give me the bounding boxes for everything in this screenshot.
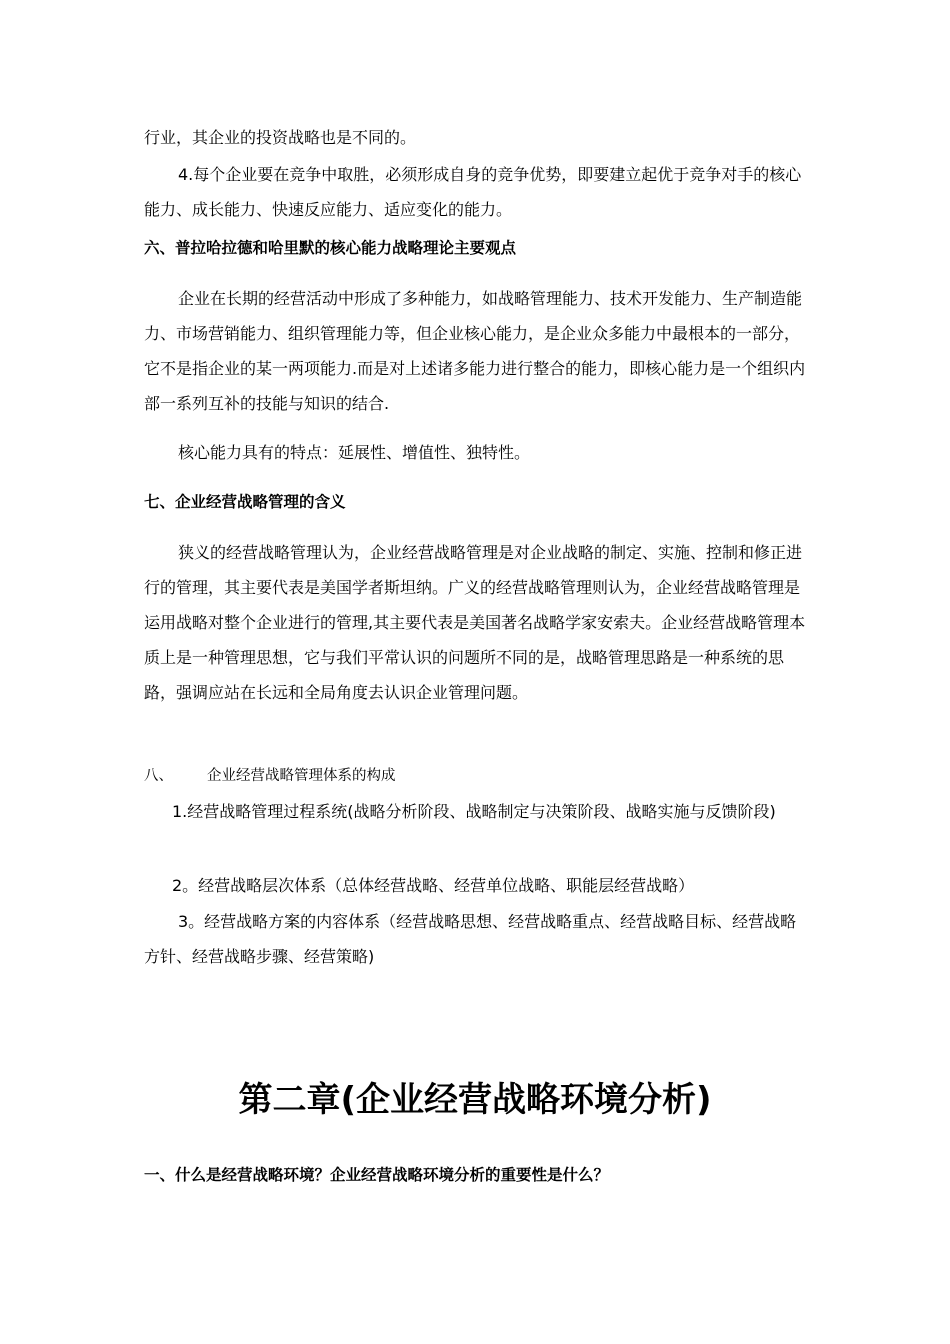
section-8-item-3: 3。经营战略方案的内容体系（经营战略思想、经营战略重点、经营战略目标、经营战略方针、经营战略步骤、经营策略) <box>144 912 797 966</box>
section-6-paragraph-2: 核心能力具有的特点：延展性、增值性、独特性。 <box>178 443 531 462</box>
chapter-2-question-1: 一、什么是经营战略环境？企业经营战略环境分析的重要性是什么？ <box>144 1166 610 1184</box>
intro-paragraph-2: 4.每个企业要在竞争中取胜，必须形成自身的竞争优势，即要建立起优于竞争对手的核心能力、成长能力、快速反应能力、适应变化的能力。 <box>144 165 802 219</box>
section-7-heading: 七、企业经营战略管理的含义 <box>144 493 346 511</box>
section-8-heading <box>144 764 808 788</box>
section-8-number: 八、 <box>144 768 173 784</box>
section-6-paragraph-1: 企业在长期的经营活动中形成了多种能力，如战略管理能力、技术开发能力、生产制造能力、市场营销能力、组织管理能力等，但企业核心能力，是企业众多能力中最根本的一部分，它不是指企业的某一两项能力.而是对上述诸多能力进行整合的能力，即核心能力是一个组织内部一系列互补的技能与知识的结合. <box>144 289 806 413</box>
intro-paragraph-1: 行业，其企业的投资战略也是不同的。 <box>144 128 417 147</box>
section-7-paragraph: 狭义的经营战略管理认为，企业经营战略管理是对企业战略的制定、实施、控制和修正进行的管理，其主要代表是美国学者斯坦纳。广义的经营战略管理则认为，企业经营战略管理是运用战略对整个企业进行的管理,其主要代表是美国著名战略学家安索夫。企业经营战略管理本质上是一种管理思想，它与我们平常认识的问题所不同的是，战略管理思路是一种系统的思路，强调应站在长远和全局角度去认识企业管理问题。 <box>144 543 806 702</box>
section-8-title: 企业经营战略管理体系的构成 <box>207 768 396 784</box>
section-8-item-1: 1.经营战略管理过程系统(战略分析阶段、战略制定与决策阶段、战略实施与反馈阶段) <box>172 802 776 821</box>
section-6-heading: 六、普拉哈拉德和哈里默的核心能力战略理论主要观点 <box>144 239 517 257</box>
section-8-item-2: 2。经营战略层次体系（总体经营战略、经营单位战略、职能层经营战略） <box>172 876 695 895</box>
chapter-title: 第二章(企业经营战略环境分析) <box>238 1080 712 1120</box>
